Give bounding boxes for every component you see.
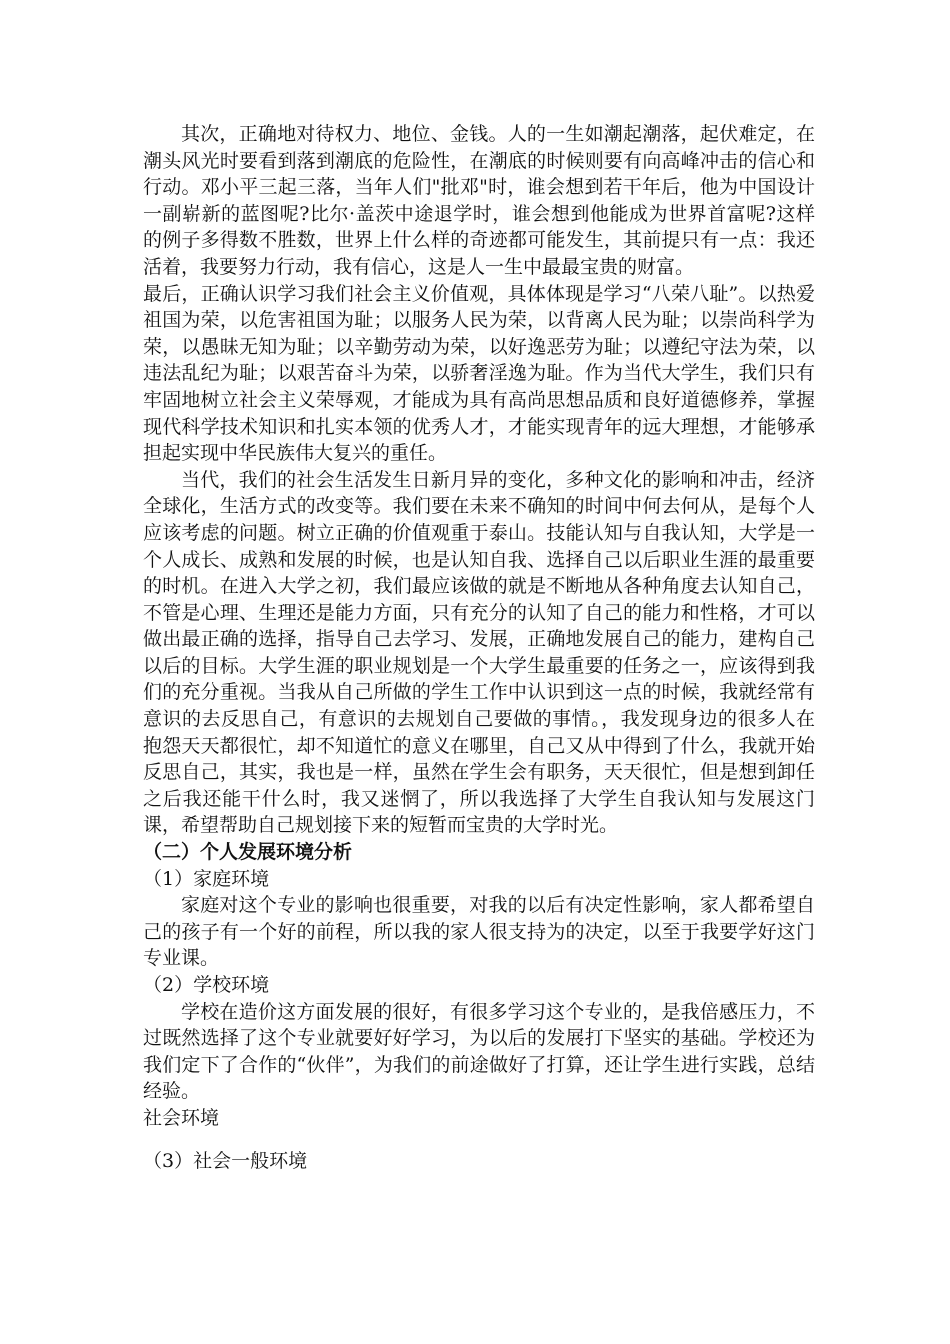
- paragraph-school-environment: 学校在造价这方面发展的很好，有很多学习这个专业的，是我倍感压力，不过既然选择了这个专业就要好好学习，为以后的发展打下坚实的基础。学校还为我们定下了合作的“伙伴”，为我们的前途做好了打算，还让学生进行实践，总结经验。: [143, 1000, 815, 1103]
- subheading-school-environment: （2）学校环境: [143, 974, 270, 996]
- document-body: [143, 121, 815, 1174]
- section-heading-environment-analysis: （二）个人发展环境分析: [143, 841, 353, 864]
- subheading-general-social-environment: （3）社会一般环境: [143, 1149, 308, 1172]
- paragraph-power-status-money: 其次，正确地对待权力、地位、金钱。人的一生如潮起潮落，起伏难定，在潮头风光时要看到落到潮底的危险性，在潮底的时候则要有向高峰冲击的信心和行动。邓小平三起三落，当年人们"批邓"时，谁会想到若干年后，他为中国设计一副崭新的蓝图呢?比尔·盖茨中途退学时，谁会想到他能成为世界首富呢?这样的例子多得数不胜数，世界上什么样的奇迹都可能发生，其前提只有一点：我还活着，我要努力行动，我有信心，这是人一生中最最宝贵的财富。: [143, 123, 815, 278]
- paragraph-family-environment: 家庭对这个专业的影响也很重要，对我的以后有决定性影响，家人都希望自己的孩子有一个好的前程，所以我的家人很支持为的决定，以至于我要学好这门专业课。: [143, 894, 815, 970]
- paragraph-socialist-values: 最后，正确认识学习我们社会主义价值观，具体体现是学习“八荣八耻”。以热爱祖国为荣，以危害祖国为耻；以服务人民为荣，以背离人民为耻；以崇尚科学为荣，以愚昧无知为耻；以辛勤劳动为荣，以好逸恶劳为耻；以遵纪守法为荣，以违法乱纪为耻；以艰苦奋斗为荣，以骄奢淫逸为耻。作为当代大学生，我们只有牢固地树立社会主义荣辱观，才能成为具有高尚思想品质和良好道德修养，掌握现代科学技术知识和扎实本领的优秀人才，才能实现青年的远大理想，才能够承担起实现中华民族伟大复兴的重任。: [143, 282, 815, 465]
- paragraph-self-cognition: 当代，我们的社会生活发生日新月异的变化，多种文化的影响和冲击，经济全球化，生活方式的改变等。我们要在未来不确知的时间中何去何从，是每个人应该考虑的问题。树立正确的价值观重于泰山。技能认知与自我认知，大学是一个人成长、成熟和发展的时候，也是认知自我、选择自己以后职业生涯的最重要的时机。在进入大学之初，我们最应该做的就是不断地从各种角度去认知自己，不管是心理、生理还是能力方面，只有充分的认知了自己的能力和性格，才可以做出最正确的选择，指导自己去学习、发展，正确地发展自己的能力，建构自己以后的目标。大学生涯的职业规划是一个大学生最重要的任务之一，应该得到我们的充分重视。当我从自己所做的学生工作中认识到这一点的时候，我就经常有意识的去反思自己，有意识的去规划自己要做的事情。，我发现身边的很多人在抱怨天天都很忙，却不知道忙的意义在哪里，自己又从中得到了什么，我就开始反思自己，其实，我也是一样，虽然在学生会有职务，天天很忙，但是想到卸任之后我还能干什么时，我又迷惘了，所以我选择了大学生自我认知与发展这门课，希望帮助自己规划接下来的短暂而宝贵的大学时光。: [143, 468, 815, 837]
- subheading-family-environment: （1）家庭环境: [143, 867, 270, 890]
- spacer: [143, 1132, 815, 1148]
- subheading-social-environment: 社会环境: [143, 1106, 220, 1129]
